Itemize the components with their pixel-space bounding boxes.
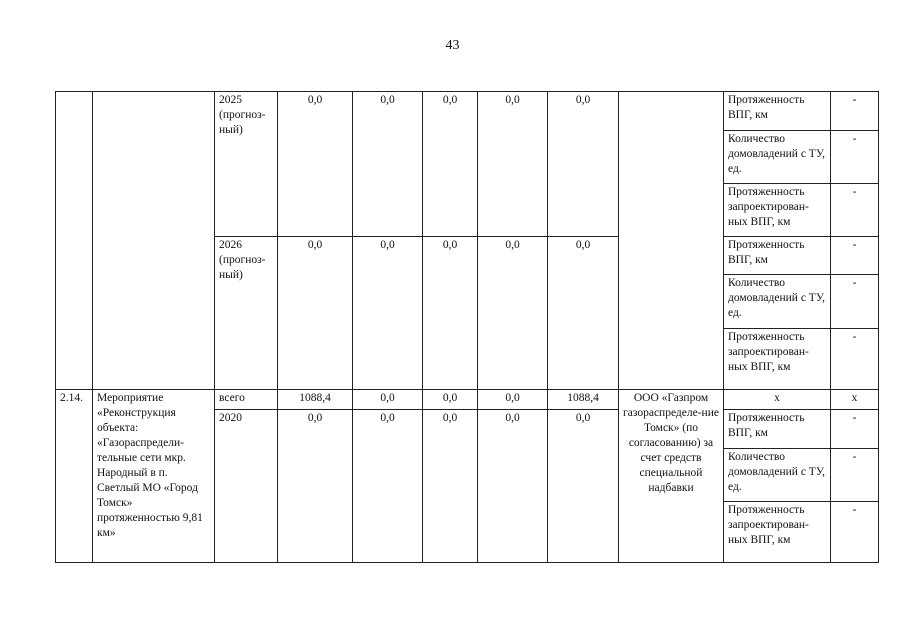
value-total: 0,0: [278, 237, 353, 390]
value-regional: 0,0: [423, 390, 478, 410]
indicator-value: -: [831, 329, 879, 390]
item-number: 2.14.: [56, 390, 93, 563]
indicator-name: Протяженность запроектирован-ных ВПГ, км: [724, 184, 831, 237]
value-total: 1088,4: [278, 390, 353, 410]
value-regional: 0,0: [423, 237, 478, 390]
indicator-value: -: [831, 237, 879, 275]
year-cell: 2020: [215, 410, 278, 563]
value-total: 0,0: [278, 410, 353, 563]
value-local: 0,0: [478, 237, 548, 390]
indicator-value: -: [831, 275, 879, 329]
indicator-value: x: [831, 390, 879, 410]
value-federal: 0,0: [353, 92, 423, 237]
executor-cell-empty: [619, 92, 724, 390]
total-label: всего: [215, 390, 278, 410]
indicator-value: -: [831, 131, 879, 184]
value-extra: 0,0: [548, 92, 619, 237]
indicator-name: Протяженность ВПГ, км: [724, 237, 831, 275]
table-row: [56, 92, 879, 131]
value-federal: 0,0: [353, 390, 423, 410]
indicator-name: Протяженность ВПГ, км: [724, 92, 831, 131]
executor: ООО «Газпром газораспределе-ние Томск» (по согласованию) за счет средств специальной надбавки: [619, 390, 724, 563]
indicator-value: -: [831, 92, 879, 131]
item-description: Мероприятие «Реконструкция объекта: «Газораспредели-тельные сети мкр. Народный в п. Светлый МО «Город Томск» протяженностью 9,81 км»: [93, 390, 215, 563]
value-regional: 0,0: [423, 92, 478, 237]
year-cell: 2026 (прогноз-ный): [215, 237, 278, 390]
value-federal: 0,0: [353, 237, 423, 390]
indicator-name: Количество домовладений с ТУ, ед.: [724, 449, 831, 502]
indicator-value: -: [831, 184, 879, 237]
value-total: 0,0: [278, 92, 353, 237]
indicator-value: -: [831, 449, 879, 502]
indicator-name: Количество домовладений с ТУ, ед.: [724, 131, 831, 184]
table-row: [56, 390, 879, 410]
year-cell: 2025 (прогноз-ный): [215, 92, 278, 237]
indicator-value: -: [831, 410, 879, 449]
indicator-name: Количество домовладений с ТУ, ед.: [724, 275, 831, 329]
item-number-cell-empty: [56, 92, 93, 390]
indicator-value: -: [831, 502, 879, 563]
indicator-name: Протяженность запроектирован-ных ВПГ, км: [724, 329, 831, 390]
program-table: [55, 91, 879, 563]
item-description-cell-empty: [93, 92, 215, 390]
value-regional: 0,0: [423, 410, 478, 563]
indicator-name: x: [724, 390, 831, 410]
value-local: 0,0: [478, 92, 548, 237]
indicator-name: Протяженность ВПГ, км: [724, 410, 831, 449]
value-extra: 1088,4: [548, 390, 619, 410]
value-extra: 0,0: [548, 237, 619, 390]
value-local: 0,0: [478, 390, 548, 410]
indicator-name: Протяженность запроектирован-ных ВПГ, км: [724, 502, 831, 563]
value-local: 0,0: [478, 410, 548, 563]
page-number: 43: [445, 38, 460, 53]
value-extra: 0,0: [548, 410, 619, 563]
value-federal: 0,0: [353, 410, 423, 563]
